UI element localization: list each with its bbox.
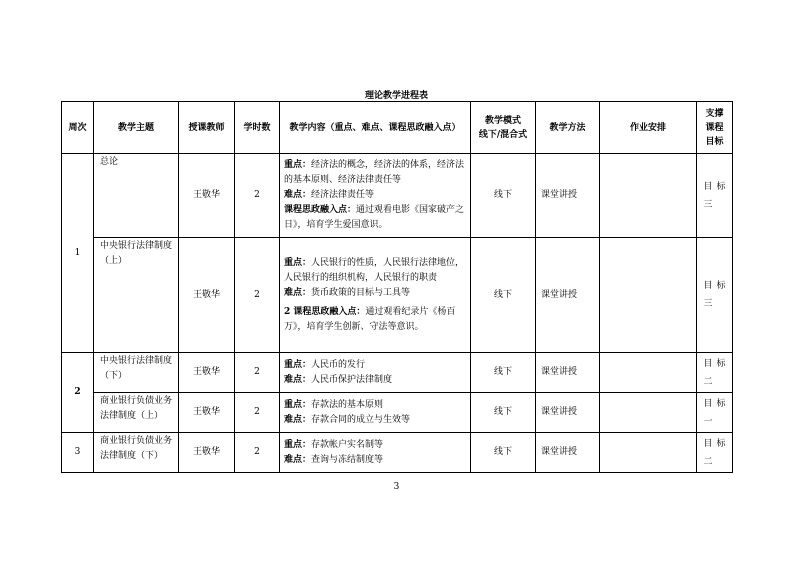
header-row	[62, 102, 733, 154]
goal-text: 目标二	[703, 358, 726, 387]
content-cell	[280, 238, 471, 353]
difficulty-point	[284, 286, 467, 301]
goal-cell	[697, 154, 733, 238]
key-point	[284, 398, 467, 413]
key-point	[284, 256, 467, 286]
key-point	[284, 358, 467, 373]
difficulty-point	[284, 453, 467, 468]
mode-cell: 线下	[471, 238, 536, 353]
header-mode	[471, 102, 536, 154]
key-text: 存款帐户实名制等	[311, 439, 384, 450]
difficulty-text: 人民币保护法律制度	[311, 374, 393, 385]
hours-cell: 2	[235, 393, 280, 433]
header-goal-line1: 支撑	[705, 108, 724, 119]
week-cell: 1	[62, 154, 94, 353]
content-cell	[280, 393, 471, 433]
teacher-cell: 王敬华	[179, 154, 235, 238]
header-method: 教学方法	[536, 102, 600, 154]
method-cell: 课堂讲授	[536, 238, 600, 353]
difficulty-label: 难点：	[284, 287, 312, 298]
goal-cell	[697, 238, 733, 353]
week-cell: 3	[62, 433, 94, 473]
topic-cell: 中央银行法律制度（上）	[94, 238, 179, 353]
difficulty-label: 难点：	[284, 374, 312, 385]
hours-cell: 2	[235, 353, 280, 393]
difficulty-label: 难点：	[284, 454, 312, 465]
difficulty-text: 经济法律责任等	[311, 190, 375, 200]
homework-cell	[600, 238, 697, 353]
table-row	[62, 154, 733, 238]
difficulty-point	[284, 188, 467, 203]
difficulty-text: 货币政策的目标与工具等	[311, 287, 411, 298]
goal-cell	[697, 353, 733, 393]
ideology-point	[284, 203, 467, 233]
key-point	[284, 438, 467, 453]
topic-cell: 商业银行负债业务法律制度（下）	[94, 433, 179, 473]
method-cell: 课堂讲授	[536, 353, 600, 393]
key-point	[284, 158, 467, 188]
ideology-text: 通过观看纪录片《杨百万》，培育学生创新、守法等意识。	[284, 306, 456, 332]
difficulty-label: 难点：	[284, 190, 312, 200]
difficulty-point	[284, 413, 467, 428]
table-title: 理论教学进程表	[364, 91, 428, 101]
teaching-schedule-table	[61, 101, 733, 473]
mode-cell: 线下	[471, 154, 536, 238]
goal-cell	[697, 433, 733, 473]
ideology-text: 通过观看电影《国家破产之日》，培育学生爱国意识。	[284, 205, 465, 230]
difficulty-point	[284, 373, 467, 388]
key-label: 重点：	[284, 160, 312, 170]
mode-cell: 线下	[471, 393, 536, 433]
goal-cell	[697, 393, 733, 433]
week-cell: 2	[62, 353, 94, 433]
topic-cell: 总论	[94, 154, 179, 238]
table-row	[62, 393, 733, 433]
header-mode-line1: 教学模式	[484, 115, 521, 126]
table-row	[62, 238, 733, 353]
header-content: 教学内容（重点、难点、课程思政融入点）	[280, 102, 471, 154]
key-text: 存款法的基本原则	[311, 399, 384, 410]
table-row	[62, 353, 733, 393]
header-goal-line2: 课程	[705, 122, 724, 133]
difficulty-label: 难点：	[284, 414, 312, 425]
method-cell: 课堂讲授	[536, 154, 600, 238]
ideology-point	[284, 305, 467, 335]
goal-text: 目标三	[703, 281, 726, 309]
hours-cell: 2	[235, 154, 280, 238]
header-week: 周次	[62, 102, 94, 154]
difficulty-text: 查询与冻结制度等	[311, 454, 384, 465]
header-goal-line3: 目标	[705, 136, 724, 147]
key-label: 重点：	[284, 439, 312, 450]
header-topic: 教学主题	[94, 102, 179, 154]
topic-cell: 商业银行负债业务法律制度（上）	[94, 393, 179, 433]
ideology-label: 2 课程思政融入点：	[284, 306, 366, 317]
homework-cell	[600, 393, 697, 433]
ideology-label: 课程思政融入点：	[284, 205, 357, 215]
hours-cell: 2	[235, 238, 280, 353]
goal-text: 目标一	[703, 398, 726, 427]
homework-cell	[600, 353, 697, 393]
header-mode-line2: 线下/混合式	[478, 129, 528, 140]
header-homework: 作业安排	[600, 102, 697, 154]
method-cell: 课堂讲授	[536, 433, 600, 473]
content-cell	[280, 154, 471, 238]
header-hours: 学时数	[235, 102, 280, 154]
key-label: 重点：	[284, 359, 312, 370]
goal-text: 目标三	[703, 181, 726, 210]
teacher-cell: 王敬华	[179, 353, 235, 393]
key-text: 经济法的概念，经济法的体系，经济法的基本原则、经济法律责任等	[284, 160, 465, 185]
hours-cell: 2	[235, 433, 280, 473]
teacher-cell: 王敬华	[179, 393, 235, 433]
teacher-cell: 王敬华	[179, 238, 235, 353]
method-cell: 课堂讲授	[536, 393, 600, 433]
header-teacher: 授课教师	[179, 102, 235, 154]
topic-cell: 中央银行法律制度（下）	[94, 353, 179, 393]
difficulty-text: 存款合同的成立与生效等	[311, 414, 411, 425]
content-cell	[280, 353, 471, 393]
table-row	[62, 433, 733, 473]
key-text: 人民银行的性质，人民银行法律地位，人民银行的组织机构，人民银行的职责	[284, 257, 465, 283]
mode-cell: 线下	[471, 353, 536, 393]
goal-text: 目标二	[703, 438, 726, 467]
mode-cell: 线下	[471, 433, 536, 473]
homework-cell	[600, 154, 697, 238]
key-label: 重点：	[284, 257, 312, 268]
content-cell	[280, 433, 471, 473]
homework-cell	[600, 433, 697, 473]
teacher-cell: 王敬华	[179, 433, 235, 473]
key-label: 重点：	[284, 399, 312, 410]
page-number: 3	[393, 482, 400, 492]
header-goal	[697, 102, 733, 154]
key-text: 人民币的发行	[311, 359, 366, 370]
